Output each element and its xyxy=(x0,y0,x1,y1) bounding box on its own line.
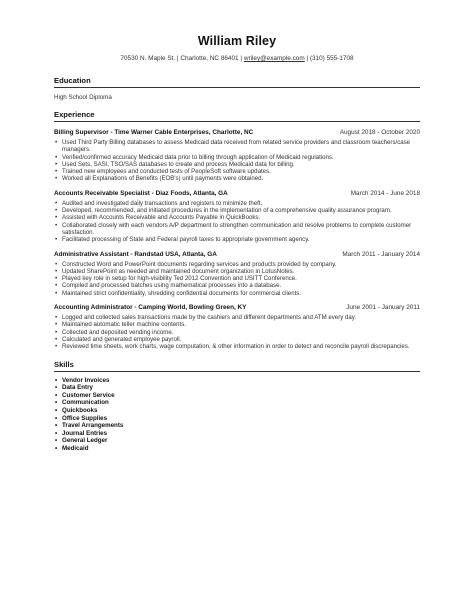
job-bullet: • Collaborated closely with each vendors A/P department to strengthen communication and resolve problems to complete customer satisfaction. xyxy=(54,222,420,237)
skill-item: • Communication xyxy=(54,399,420,407)
skill-item: • Customer Service xyxy=(54,392,420,400)
skill-item: • Quickbooks xyxy=(54,407,420,415)
skill-item: • General Ledger xyxy=(54,437,420,445)
job-bullet: • Calculated and generated employee payroll. xyxy=(54,336,420,343)
skills-heading: Skills xyxy=(54,360,420,372)
education-heading: Education xyxy=(54,76,420,88)
job-bullet: • Used Third Party Billing databases to assess Medicaid data received from related service providers and classroom teachers/case managers. xyxy=(54,139,420,154)
job-title: Administrative Assistant - Randstad USA, Atlanta, GA xyxy=(54,250,217,258)
skill-item: • Medicaid xyxy=(54,445,420,453)
contact-line xyxy=(54,55,420,62)
job-bullet: • Verified/confirmed accuracy Medicaid data prior to billing through application of Medicaid regulations. xyxy=(54,154,420,161)
job-bullet: • Played key role in setup for high-visibility Ted 2012 Convention and USITT Conference. xyxy=(54,275,420,282)
job-bullet: • Worked all Explanations of Benefits (EOB's) until payments were obtained. xyxy=(54,175,420,182)
job-bullet: • Updated SharePoint as needed and maintained document organization in LotusNotes. xyxy=(54,268,420,275)
job-bullet: • Assisted with Accounts Receivable and Accounts Payable in QuickBooks. xyxy=(54,214,420,221)
job-bullet: • Maintained strict confidentiality, shredding confidential documents for commercial clients. xyxy=(54,290,420,297)
email-link[interactable]: wriley@example.com xyxy=(243,55,305,62)
job-entry xyxy=(54,129,420,183)
skill-item: • Journal Entries xyxy=(54,430,420,438)
education-section xyxy=(54,76,420,101)
job-bullet: • Maintained automatic teller machine contents. xyxy=(54,321,420,328)
job-bullets xyxy=(54,200,420,244)
skill-item: • Office Supplies xyxy=(54,415,420,423)
candidate-name: William Riley xyxy=(197,34,277,48)
job-date: March 2011 - January 2014 xyxy=(342,250,420,258)
job-date: June 2001 - January 2011 xyxy=(346,304,420,312)
experience-heading: Experience xyxy=(54,110,420,122)
job-entry xyxy=(54,304,420,350)
job-entry xyxy=(54,190,420,244)
job-entry xyxy=(54,251,420,297)
job-title: Accounting Administrator - Camping World, Bowling Green, KY xyxy=(54,304,247,312)
skills-list xyxy=(54,377,420,453)
job-date: March 2014 - June 2018 xyxy=(350,189,420,197)
education-entry: High School Diploma xyxy=(54,94,112,101)
job-date: August 2018 - October 2020 xyxy=(339,129,420,136)
job-bullet: • Collected and deposited vending income. xyxy=(54,329,420,336)
job-bullets xyxy=(54,314,420,350)
job-bullet: • Reviewed time sheets, work charts, wage computation, & other information in order to detect and reconcile payroll discrepancies. xyxy=(54,343,420,350)
job-bullet: • Developed, recommended, and initiated procedures in the implementation of a comprehensive quality assurance program. xyxy=(54,207,420,214)
job-bullet: • Facilitated processing of State and Federal payroll taxes to appropriate government agency. xyxy=(54,236,420,243)
skill-item: • Travel Arrangements xyxy=(54,422,420,430)
address-text: 70530 N. Maple St. | Charlotte, NC 86401 | xyxy=(120,55,243,62)
job-bullets xyxy=(54,261,420,297)
job-bullet: • Constructed Word and PowerPoint documents regarding services and products provided by company. xyxy=(54,261,420,268)
job-title: Billing Supervisor - Time Warner Cable Enterprises, Charlotte, NC xyxy=(54,129,254,136)
job-bullet: • Logged and collected sales transactions made by the cashiers and different departments and ATM every day. xyxy=(54,314,420,321)
skill-item: • Data Entry xyxy=(54,384,420,392)
job-bullet: • Audited and investigated daily transactions and registers to minimize theft. xyxy=(54,200,420,207)
job-title: Accounts Receivable Specialist - Diaz Foods, Atlanta, GA xyxy=(54,189,228,197)
phone-text: | (310) 555-1708 xyxy=(306,55,354,62)
job-bullet: • Compiled and processed batches using mathematical processes into a database. xyxy=(54,282,420,289)
skill-item: • Vendor Invoices xyxy=(54,377,420,385)
skills-section xyxy=(54,360,420,453)
job-bullets xyxy=(54,139,420,183)
job-bullet: • Trained new employees and conducted tests of PeopleSoft software updates. xyxy=(54,168,420,175)
job-bullet: • Used Sets, SASI, TSO/SAS databases to create and process Medicaid data for billing. xyxy=(54,161,420,168)
experience-section xyxy=(54,110,420,351)
